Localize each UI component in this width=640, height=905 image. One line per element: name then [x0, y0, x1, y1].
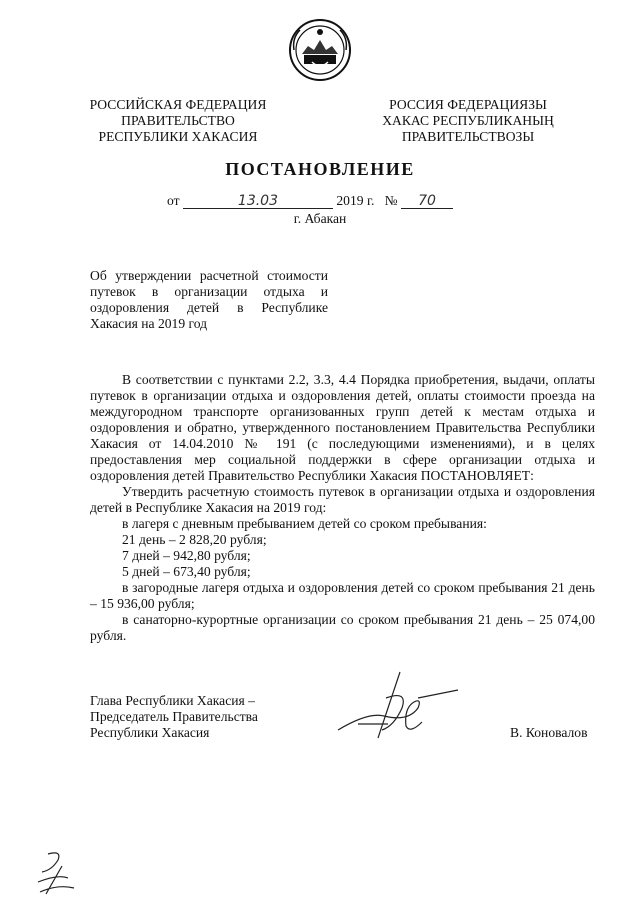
date-line [167, 193, 453, 209]
header-right-line: ХАКАС РЕСПУБЛИКАНЫҢ [382, 113, 554, 128]
header-right-line: ПРАВИТЕЛЬСТВОЗЫ [401, 129, 535, 144]
signatory-position [90, 693, 258, 741]
header-left-line: РЕСПУБЛИКИ ХАКАСИЯ [98, 129, 258, 144]
document-body [90, 372, 595, 644]
position-line: Глава Республики Хакасия – [90, 693, 255, 708]
body-paragraph: 7 дней – 942,80 рубля; [122, 548, 251, 563]
handwritten-signature [318, 668, 468, 748]
document-number: 70 [401, 194, 453, 209]
document-title: ПОСТАНОВЛЕНИЕ [225, 159, 415, 179]
header-right-line: РОССИЯ ФЕДЕРАЦИЯЗЫ [389, 97, 547, 112]
number-label: № [384, 193, 398, 208]
header-left [88, 97, 268, 145]
position-line: Республики Хакасия [90, 725, 210, 740]
body-paragraph: 21 день – 2 828,20 рубля; [122, 532, 267, 547]
date-prefix: от [167, 193, 180, 208]
date-year: 2019 г. [336, 193, 375, 208]
header-left-line: РОССИЙСКАЯ ФЕДЕРАЦИЯ [89, 97, 267, 112]
body-paragraph: в санаторно-курортные организации со сроком пребывания 21 день – 25 074,00 рубля. [90, 612, 595, 643]
header-left-line: ПРАВИТЕЛЬСТВО [121, 113, 235, 128]
coat-of-arms-emblem [288, 18, 352, 82]
date-value: 13.03 [183, 194, 333, 209]
body-paragraph: 5 дней – 673,40 рубля; [122, 564, 251, 579]
handwritten-initial [28, 848, 84, 898]
position-line: Председатель Правительства [90, 709, 258, 724]
body-paragraph: в лагеря с дневным пребыванием детей со сроком пребывания: [122, 516, 487, 531]
city: г. Абакан [293, 211, 347, 226]
signatory-name: В. Коновалов [510, 725, 588, 740]
body-paragraph: в загородные лагеря отдыха и оздоровления детей со сроком пребывания 21 день – 15 936,00 рубля; [90, 580, 595, 611]
header-right [368, 97, 568, 145]
body-paragraph: Утвердить расчетную стоимость путевок в организации отдыха и оздоровления детей в Республике Хакасия на 2019 год: [90, 484, 595, 515]
document-subject: Об утверждении расчетной стоимости путевок в организации отдыха и оздоровления детей в Республике Хакасия на 2019 год [90, 268, 328, 331]
body-paragraph: В соответствии с пунктами 2.2, 3.3, 4.4 Порядка приобретения, выдачи, оплаты путевок в организации отдыха и оздоровления детей, оплаты стоимости проезда на междугородном транспорте организованных групп детей к местам отдыха и оздоровления и обратно, утвержденного постановлением Правительства Республики Хакасия от 14.04.2010 № 191 (с последующими изменениями), и в целях предоставления мер социальной поддержки в сфере организации отдыха и оздоровления детей Правительство Республики Хакасия ПОСТАНОВЛЯЕТ: [90, 372, 595, 483]
